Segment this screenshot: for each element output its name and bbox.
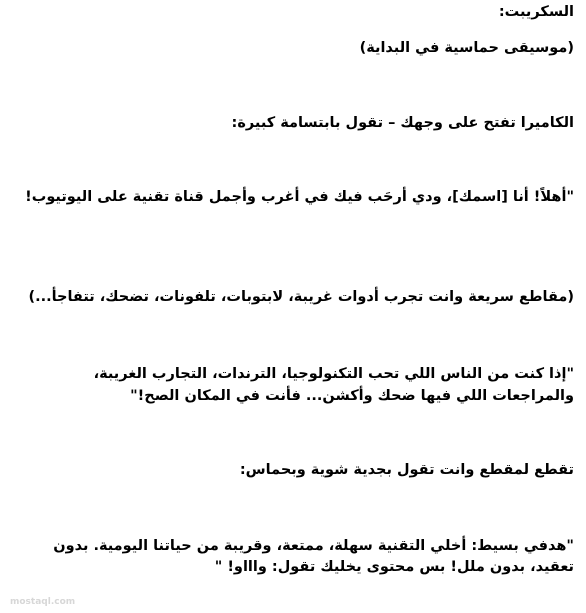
audience-line-2: والمراجعات اللي فيها ضحك وأكشن... فأنت في المكان الصح!" <box>130 388 574 404</box>
greeting-line: "أهلاً! أنا [اسمك]، ودي أرحَب فيك في أغرب وأجمل قناة تقنية على اليوتيوب! <box>25 189 574 205</box>
cut-direction: تقطع لمقطع وانت تقول بجدية شوية وبحماس: <box>239 462 574 478</box>
watermark: mostaql.com <box>10 597 76 607</box>
goal-line-2: تعقيد، بدون ملل! بس محتوى يخليك تقول: واااو! " <box>214 559 574 575</box>
audience-line-1: "إذا كنت من الناس اللي تحب التكنولوجيا، الترندات، التجارب الغريبة، <box>93 366 574 382</box>
goal-line-1: "هدفي بسيط: أخلي التقنية سهلة، ممتعة، وقريبة من حياتنا اليومية. بدون <box>53 538 574 554</box>
intro-music-direction: (موسيقى حماسية في البداية) <box>359 40 574 56</box>
clips-direction: (مقاطع سريعة وانت تجرب أدوات غريبة، لابتوبات، تلفونات، تضحك، تتفاجأ...) <box>28 289 574 305</box>
script-heading: السكريبت: <box>498 4 574 20</box>
camera-open-direction: الكاميرا تفتح على وجهك – تقول بابتسامة كبيرة: <box>231 115 574 131</box>
